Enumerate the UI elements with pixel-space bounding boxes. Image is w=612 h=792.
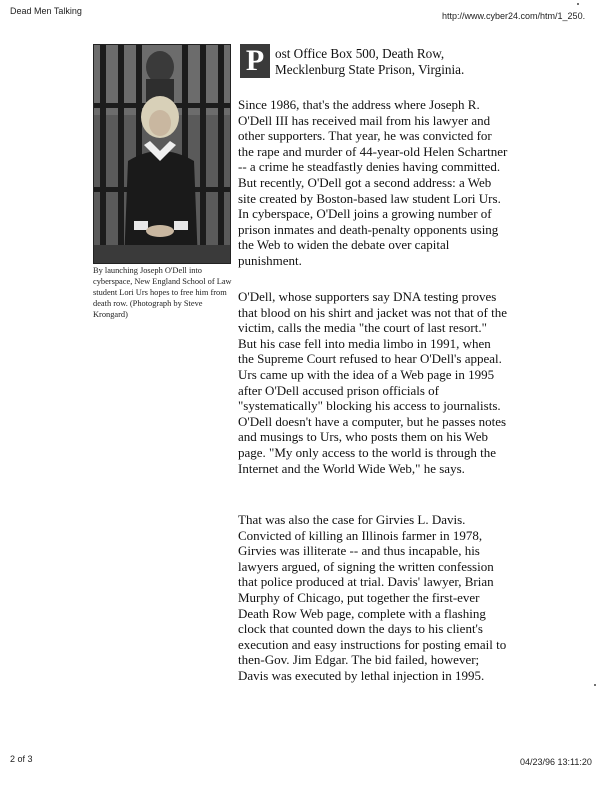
page-number: 2 of 3 <box>10 754 33 764</box>
article-paragraph: That was also the case for Girvies L. Davis. Convicted of killing an Illinois farmer in 1978, Girvies was illiterate -- and thus incapable, his lawyers argued, of signing the written confession that police produced at trial. Davis' lawyer, Brian Murphy of Chicago, put together the first-ever Death Row Web page, complete with a flashing clock that counted down the days to his client's execution and easy instructions for posting email to then-Gov. Jim Edgar. The bid failed, however; Davis was executed by lethal injection in 1995. <box>238 512 507 683</box>
drop-cap: P <box>240 44 270 78</box>
article-paragraph: Since 1986, that's the address where Joseph R. O'Dell III has received mail from his lawyer and other supporters. That year, he was convicted for the rape and murder of 44-year-old Helen Schartner -- a crime he steadfastly denies having committed. But recently, O'Dell got a second address: a Web site created by Boston-based law student Lori Urs. In cyberspace, O'Dell joins a growing number of prison inmates and death-penalty opponents using the Web to widen the debate over capital punishment. <box>238 97 508 268</box>
photo-caption: By launching Joseph O'Dell into cyberspace, New England School of Law student Lori Urs hopes to free him from death row. (Photograph by Steve Krongard) <box>93 266 232 319</box>
article-paragraph: O'Dell, whose supporters say DNA testing proves that blood on his shirt and jacket was not that of the victim, calls the media "the court of last resort." But his case fell into media limbo in 1991, when the Supreme Court refused to hear O'Dell's appeal. Urs came up with the idea of a Web page in 1995 after O'Dell accused prison officials of "systematically" blocking his access to journalists. O'Dell doesn't have a computer, but he passes notes and musings to Urs, who posts them on his Web page. "My only access to the world is through the Internet and the World Wide Web," he says. <box>238 289 507 476</box>
page-header-url: http://www.cyber24.com/htm/1_250. <box>442 11 586 21</box>
page-header-title: Dead Men Talking <box>10 6 82 16</box>
article-lead: ost Office Box 500, Death Row, Mecklenburg State Prison, Virginia. <box>275 46 465 77</box>
scan-speck <box>594 684 596 686</box>
article-photo <box>93 44 231 264</box>
print-timestamp: 04/23/96 13:11:20 <box>520 757 592 767</box>
scan-speck <box>577 3 579 5</box>
